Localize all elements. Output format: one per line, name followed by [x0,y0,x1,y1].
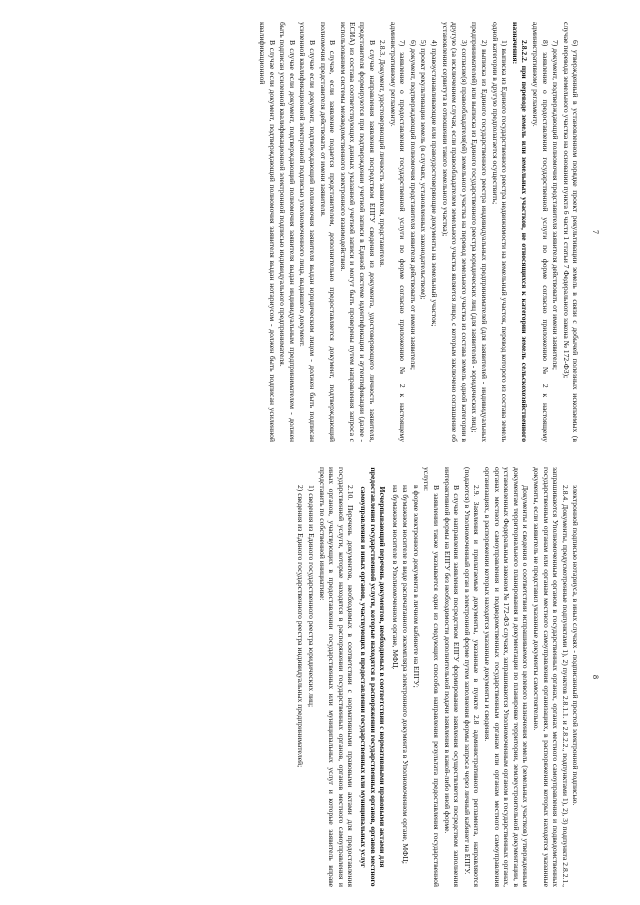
paragraph: Документы и сведения о соответствии испрашиваемого целевого назначения земель (земельных участков) утвержденным документам территориального планирования и документации по планировке территории, землеустроительной документации, в установленных Федеральным законом № 172-ФЗ случаях, запрашиваются Уполномоченным органом в государственных органах, органах местного самоуправления и подведомственных государственным органам или органам местного самоуправления организациях, в распоряжении которых находятся указанные документы и сведения. [483,467,531,887]
paragraph: В заявлении также указывается один из следующих способов направления результата предоставления государственной услуги: [422,467,442,887]
paragraph: В случае если документ, подтверждающий полномочия заявителя выдан индивидуальным предпринимателем - должен быть подписан усиленной квалификационной электронной подписью индивидуального предпринимателя. [278,22,297,442]
section-heading: Исчерпывающий перечень документов, необходимых в соответствии с нормативными правовыми актами для предоставления государственной услуги, которые находятся в распоряжении государственных органов, органов местного самоуправления и иных органов, участвующих в предоставлении государственных или муниципальных услуг [358,467,388,887]
list-item: на бумажном носителе в виде распечатанного экземпляра электронного документа в Уполномоченном органе, МФЦ; [401,485,411,864]
right-page [40,467,600,887]
list-item: 3) согласие(я) правообладателя(ей) земельного участка на перевод земельного участка из состава земель одной категории в другую (за исключением случая, если правообладателем земельного участка является лицо, с которым заключено соглашение об установлении сервитута в отношении такого земельного участка); [440,22,469,442]
paragraph: В случае если документ, подтверждающий полномочия заявителя выдан нотариусом - должен быть подписан усиленной квалификационной [258,22,277,442]
subsection-heading: 2.8.2.2. при переводе земель или земельных участков, не относящихся к категории земель сельскохозяйственного назначения: [510,22,530,442]
paragraph: 6) утвержденный в установленном порядке проект рекультивации земель в связи с добычей полезных ископаемых (в случае перевода земельного участка на основании пункта 6 части 1 статьи 7 Федерального закона № 172-ФЗ); [561,22,581,442]
page-number: 7 [591,230,600,234]
paragraph: электронной подписью нотариуса, в иных случаях - подписанный простой электронной подписью. [571,485,581,806]
list-item: 7) заявление о предоставлении государственной услуги по форме согласно приложению № 2 к настоящему административному регламенту. [388,22,408,442]
list-item: в форме электронного документа в личном кабинете на ЕПГУ; [411,485,421,688]
paragraph: В случае если документ, подтверждающий полномочия заявителя выдан юридическим лицом - должен быть подписан усиленной квалификационной электронной подписью уполномоченного лица, выдавшего документ. [298,22,317,442]
paragraph: 2.8.4. Документы, предусмотренные подпунктами 1), 2) пунктов 2.8.1.1. и 2.8.2.2., подпунктами 1), 2), 3) подпункта 2.8.2.1., запрашиваются Уполномоченным органом в государственных органах, органах местного самоуправления и подведомственных государственным органам или органам местного самоуправления организациях, в распоряжении которых находятся указанные документы, если заявитель не представил указанные документы самостоятельно. [532,467,570,887]
paragraph: В случае направления заявления посредством ЕПГУ формирование заявления осуществляется посредством заполнения интерактивной формы на ЕПГУ без необходимости дополнительной подачи заявления в какой-либо иной форме. [442,467,462,887]
document-spread [40,12,600,892]
list-item: 2) выписка из Единого государственного реестра индивидуальных предпринимателей (для заявителей - индивидуальных предпринимателей) или выписка из Единого государственного реестра юридических лиц (для заявителей - юридических лиц); [470,22,490,442]
list-item: 6) документ, подтверждающий полномочия представителя заявителя действовать от имени заявителя; [408,40,418,370]
list-item: на бумажном носителе в Уполномоченном органе, МФЦ. [390,485,400,670]
list-item: 1) сведения из Единого государственного реестра юридических лиц; [306,485,316,708]
list-item: 5) проект рекультивации земель (в случаях, установленных законодательством); [419,40,429,300]
paragraph: 7) документ, подтверждающий полномочия представителя заявителя действовать от имени заявителя; [551,40,561,370]
paragraph: В случае, если заявление подается представителем, дополнительно предоставляется документ, подтверждающий полномочия представителя действовать от имени заявителя. [318,22,338,442]
paragraph: 2.8.3. Документ, удостоверяющий личность заявителя, представителя. [378,40,388,268]
paragraph: В случае направления заявления посредством ЕПГУ сведения из документа, удостоверяющего личность заявителя, представителя формируются при подтверждении учетной записи в Единой системе идентификации и аутентификации (далее - ЕСИА) из состава соответствующих данных указанной учетной записи и могут быть проверены путем направления запроса с использованием системы межведомственного электронного взаимодействия. [338,22,377,442]
paragraph: 2.10. Перечень документов, необходимых в соответствии с нормативными правовыми актами для предоставления государственной услуги, которые находятся в распоряжении государственных органов, органов местного самоуправления и иных органов, участвующих в предоставлении государственных или муниципальных услуг и которые заявитель вправе представить по собственной инициативе: [317,467,356,887]
list-item: 2) сведения из Единого государственного реестра индивидуальных предпринимателей; [296,485,306,768]
paragraph: 2.9. Заявления и прилагаемые документы, указанные в пункте 2.8 административного регламента, направляются (подаются) в Уполномоченный орган в электронной форме путем заполнения формы запроса через личный кабинет на ЕПГУ. [462,467,482,887]
list-item: 1) выписка из Единого государственного реестра недвижимости на земельный участок, перевод которого из состава земель одной категории в другую предполагается осуществить; [490,22,510,442]
list-item: 4) правоустанавливающие или правоудостоверяющие документы на земельный участок; [430,40,440,327]
paragraph: 8) заявление о предоставлении государственной услуги по форме согласно приложению № 2 к настоящему административному регламенту. [531,22,550,442]
left-page [40,22,600,442]
page-number: 8 [591,675,600,679]
